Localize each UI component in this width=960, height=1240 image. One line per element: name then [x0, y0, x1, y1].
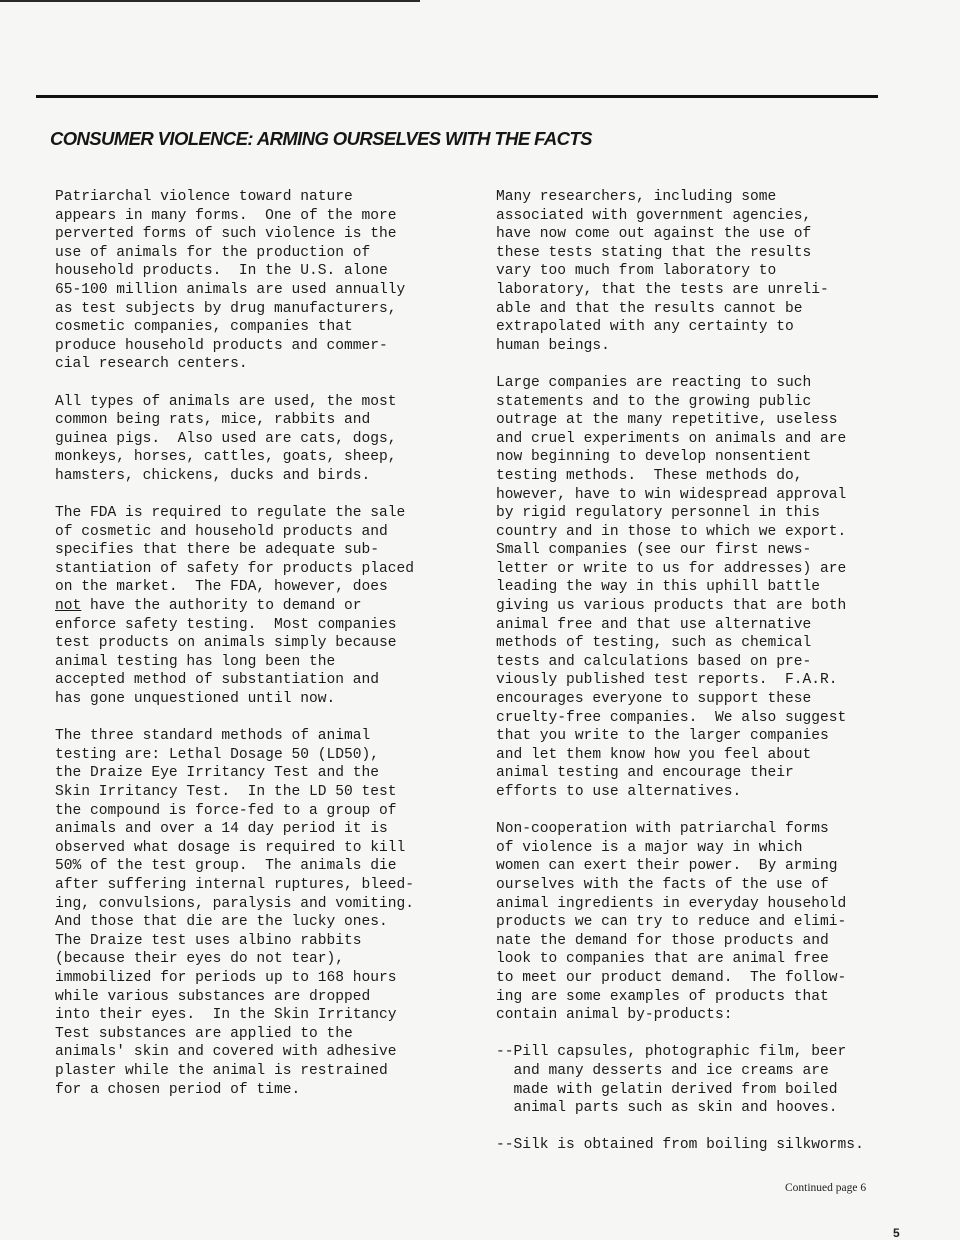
text-line: testing methods. These methods do, — [496, 467, 803, 484]
text-line: to meet our product demand. The follow- — [496, 969, 847, 986]
text-line: into their eyes. In the Skin Irritancy — [55, 1007, 397, 1024]
text-line: encourages everyone to support these — [496, 691, 812, 708]
text-line: animal testing has long been the — [55, 653, 336, 670]
text-line: while various substances are dropped — [55, 988, 371, 1005]
text-line: extrapolated with any certainty to — [496, 319, 794, 336]
text-line: look to companies that are animal free — [496, 951, 829, 968]
text-line: cruelty-free companies. We also suggest — [496, 709, 847, 726]
text-line: of violence is a major way in which — [496, 839, 803, 856]
text-line: accepted method of substantiation and — [55, 672, 380, 689]
text-line: and many desserts and ice creams are — [496, 1062, 829, 1079]
text-line: leading the way in this uphill battle — [496, 579, 821, 596]
text-line: The Draize test uses albino rabbits — [55, 932, 362, 949]
right-paragraph-1 — [496, 188, 896, 355]
text-line: animal parts such as skin and hooves. — [496, 1100, 838, 1117]
text-line: stantiation of safety for products placed — [55, 560, 415, 577]
text-line: The FDA is required to regulate the sale — [55, 505, 406, 522]
text-line: animal free and that use alternative — [496, 616, 812, 633]
text-line: statements and to the growing public — [496, 393, 812, 410]
text-line: Test substances are applied to the — [55, 1025, 353, 1042]
text-line: Small companies (see our first news- — [496, 542, 812, 559]
text-line: testing are: Lethal Dosage 50 (LD50), — [55, 746, 380, 763]
text-line: animals' skin and covered with adhesive — [55, 1044, 397, 1061]
text-line: the Draize Eye Irritancy Test and the — [55, 765, 380, 782]
text-line: contain animal by-products: — [496, 1007, 733, 1024]
text-line: methods of testing, such as chemical — [496, 635, 812, 652]
text-line: for a chosen period of time. — [55, 1081, 301, 1098]
continued-note: Continued page 6 — [785, 1182, 867, 1194]
article-headline: CONSUMER VIOLENCE: ARMING OURSELVES WITH THE FACTS — [50, 128, 592, 149]
fda-line-rest: have the authority to demand or — [81, 598, 362, 615]
text-line: guinea pigs. Also used are cats, dogs, — [55, 430, 397, 447]
left-column — [55, 188, 455, 1118]
header-rule — [36, 95, 878, 98]
left-paragraph-2 — [55, 393, 455, 486]
text-line: --Silk is obtained from boiling silkworms. — [496, 1137, 864, 1154]
page-top-edge — [0, 0, 420, 2]
text-line: ing are some examples of products that — [496, 988, 829, 1005]
left-paragraph-3 — [55, 504, 455, 709]
text-line: animal testing and encourage their — [496, 765, 794, 782]
text-line: giving us various products that are both — [496, 598, 847, 615]
right-list-item-1 — [496, 1043, 896, 1117]
text-line: observed what dosage is required to kill — [55, 839, 406, 856]
text-line: And those that die are the lucky ones. — [55, 914, 388, 931]
text-line: Many researchers, including some — [496, 189, 777, 205]
text-line: cial research centers. — [55, 356, 248, 373]
text-line: and let them know how you feel about — [496, 746, 812, 763]
text-line: laboratory, that the tests are unreli- — [496, 281, 829, 298]
text-line: specifies that there be adequate sub- — [55, 542, 380, 559]
text-line: letter or write to us for addresses) are — [496, 560, 847, 577]
text-line: these tests stating that the results — [496, 244, 812, 261]
right-paragraph-2 — [496, 374, 896, 802]
text-line: on the market. The FDA, however, does — [55, 579, 388, 596]
text-line: products we can try to reduce and elimi- — [496, 914, 847, 931]
text-line: cosmetic companies, companies that — [55, 319, 353, 336]
right-column — [496, 188, 896, 1173]
fda-authority-line — [55, 597, 455, 616]
left-paragraph-1 — [55, 188, 455, 374]
text-line: efforts to use alternatives. — [496, 784, 742, 800]
page-number: 5 — [893, 1226, 900, 1240]
text-line: of cosmetic and household products and — [55, 523, 388, 540]
text-line: and cruel experiments on animals and are — [496, 430, 847, 447]
text-line: appears in many forms. One of the more — [55, 207, 397, 224]
text-line: ourselves with the facts of the use of — [496, 876, 829, 893]
text-line: monkeys, horses, cattles, goats, sheep, — [55, 449, 397, 466]
text-line: hamsters, chickens, ducks and birds. — [55, 467, 371, 484]
text-line: by rigid regulatory personnel in this — [496, 505, 821, 522]
text-line: 65-100 million animals are used annually — [55, 281, 406, 298]
text-line: have now come out against the use of — [496, 226, 812, 243]
text-line: animals and over a 14 day period it is — [55, 821, 388, 838]
text-line: able and that the results cannot be — [496, 300, 803, 317]
text-line: vary too much from laboratory to — [496, 263, 777, 280]
text-line: --Pill capsules, photographic film, beer — [496, 1044, 847, 1061]
text-line: The three standard methods of animal — [55, 728, 371, 745]
text-line: 50% of the test group. The animals die — [55, 858, 397, 875]
text-line: as test subjects by drug manufacturers, — [55, 300, 397, 317]
text-line: common being rats, mice, rabbits and — [55, 412, 371, 429]
text-line: immobilized for periods up to 168 hours — [55, 969, 397, 986]
text-line: viously published test reports. F.A.R. — [496, 672, 838, 689]
text-line: Non-cooperation with patriarchal forms — [496, 821, 829, 838]
text-line: after suffering internal ruptures, bleed- — [55, 876, 415, 893]
text-line: test products on animals simply because — [55, 635, 397, 652]
text-line: associated with government agencies, — [496, 207, 812, 224]
text-line: made with gelatin derived from boiled — [496, 1081, 838, 1098]
underlined-not: not — [55, 598, 82, 615]
text-line: the compound is force-fed to a group of — [55, 802, 397, 819]
text-line: country and in those to which we export. — [496, 523, 847, 540]
text-line: tests and calculations based on pre- — [496, 653, 812, 670]
text-line: outrage at the many repetitive, useless — [496, 412, 838, 429]
text-line: plaster while the animal is restrained — [55, 1062, 388, 1079]
left-paragraph-4 — [55, 727, 455, 1099]
text-line: household products. In the U.S. alone — [55, 263, 388, 280]
text-line: Patriarchal violence toward nature — [55, 189, 353, 205]
text-line: women can exert their power. By arming — [496, 858, 838, 875]
text-line: however, have to win widespread approval — [496, 486, 847, 503]
text-line: human beings. — [496, 337, 610, 354]
text-line: Skin Irritancy Test. In the LD 50 test — [55, 784, 397, 800]
text-line: enforce safety testing. Most companies — [55, 616, 397, 633]
right-paragraph-3 — [496, 820, 896, 1025]
text-line: animal ingredients in everyday household — [496, 895, 847, 912]
right-list-item-2 — [496, 1136, 896, 1155]
text-line: use of animals for the production of — [55, 244, 371, 261]
text-line: nate the demand for those products and — [496, 932, 829, 949]
text-line: now beginning to develop nonsentient — [496, 449, 812, 466]
text-line: perverted forms of such violence is the — [55, 226, 397, 243]
text-line: Large companies are reacting to such — [496, 374, 812, 391]
text-line: has gone unquestioned until now. — [55, 691, 336, 708]
text-line: produce household products and commer- — [55, 337, 388, 354]
text-line: that you write to the larger companies — [496, 728, 829, 745]
text-line: (because their eyes do not tear), — [55, 951, 345, 968]
text-line: ing, convulsions, paralysis and vomiting. — [55, 895, 415, 912]
text-line: All types of animals are used, the most — [55, 393, 397, 410]
